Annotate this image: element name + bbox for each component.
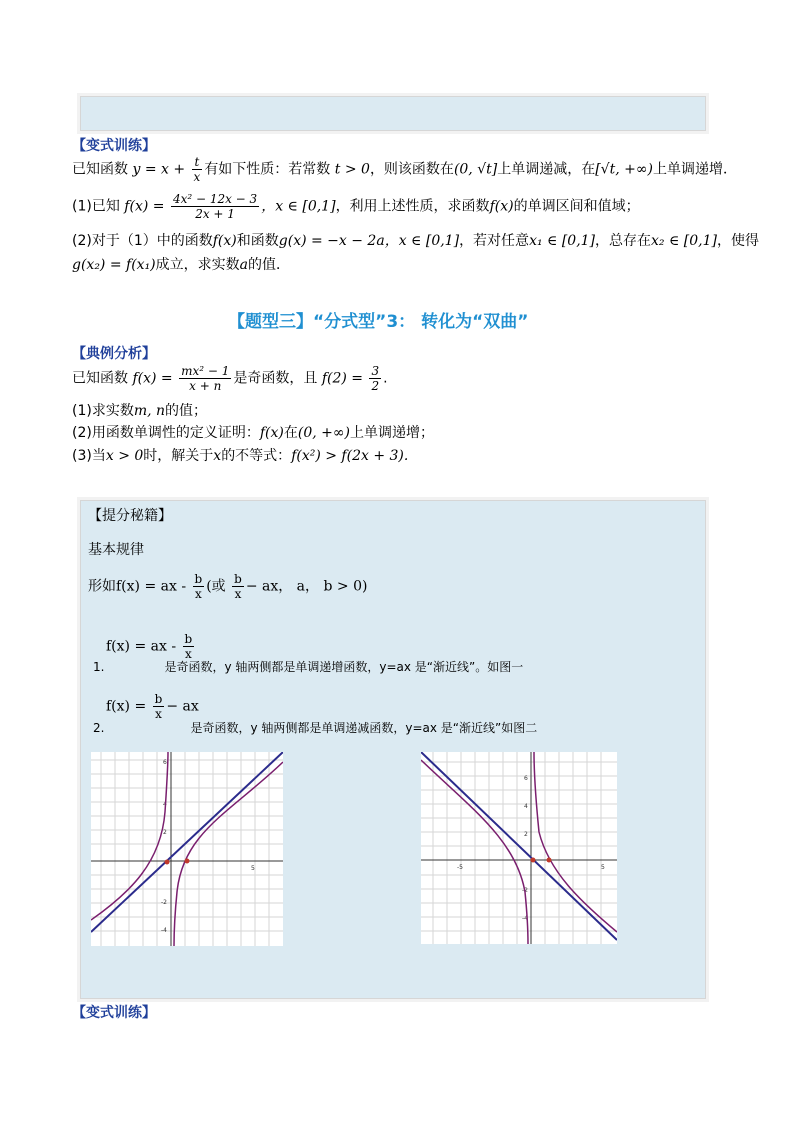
svg-text:4: 4 [524,803,528,810]
svg-text:-5: -5 [457,864,463,871]
svg-text:4: 4 [163,801,167,808]
tips-item-2-text: 2. 是奇函数，y 轴两侧都是单调递减函数，y=ax 是“渐近线”如图二 [93,721,538,735]
svg-text:6: 6 [524,775,528,782]
intersection-point-2 [185,859,190,864]
svg-text:2: 2 [163,829,167,836]
tips-item-1-formula: f(x) = ax - $\frac{b}{x}$ [106,632,193,661]
svg-text:5: 5 [601,864,605,871]
graph-two [421,752,617,944]
svg-text:-4: -4 [522,915,528,922]
question-1: (1)求实数m, n的值； [72,403,208,419]
svg-text:2: 2 [524,831,528,838]
tips-title: 基本规律 [88,542,144,558]
fraction-mx2: $\frac{\text{mx² − 1}}{x + n}$ [181,364,230,393]
hyperbola-right-branch [174,762,283,946]
svg-text:-4: -4 [161,927,167,934]
example-line-1: 已知函数 f(x) = $\frac{\text{mx² − 1}}{x + n}$ 是奇函数，且 f(2) = $\frac{3}{2}$ . [72,364,388,393]
svg-text:6: 6 [163,759,167,766]
fraction-three-halves: $\frac{3}{2}$ [371,364,380,393]
intersection-point-1 [531,858,536,863]
top-shaded-box [80,96,706,131]
svg-text:-2: -2 [161,899,167,906]
section-tag-variant-training-2: 【变式训练】 [72,1005,156,1021]
variant-line-2: (1)已知 f(x) = $\frac{\text{4x² − 12x − 3}}{2x + 1}$ ，x ∈ [0,1]，利用上述性质，求函数f(x)的单调区间和值域； [72,192,640,221]
section-tag-variant-training: 【变式训练】 [72,138,156,154]
tips-item-2-formula: f(x) = $\frac{b}{x}$ − ax [106,692,199,721]
section-tag-example-analysis: 【典例分析】 [72,346,156,362]
tips-item-1-text: 1. 是奇函数，y 轴两侧都是单调递增函数，y=ax 是“渐近线”。如图一 [93,660,524,674]
section-heading: 【题型三】“分式型”3： 转化为“双曲” [228,312,529,332]
tips-form-line: 形如f(x) = ax - $\frac{b}{x}$ (或 $\frac{b}{x}$ − ax， a， b > 0) [88,572,368,601]
asymptote-line [91,752,283,932]
svg-text:-2: -2 [522,887,528,894]
intersection-point-1 [165,860,170,865]
grid [91,752,283,946]
fraction-fx: $\frac{\text{4x² − 12x − 3}}{2x + 1}$ [172,192,258,221]
variant-line-4: g(x₂) = f(x₁)成立，求实数a的值． [72,257,290,273]
question-2: (2)用函数单调性的定义证明：f(x)在(0, +∞)上单调递增； [72,425,434,441]
tips-tag: 【提分秘籍】 [88,508,172,524]
svg-text:5: 5 [251,865,255,872]
hyperbola-right-branch [534,752,617,932]
variant-line-3: (2)对于（1）中的函数f(x)和函数g(x) = −x − 2a，x ∈ [0,1]，若对任意x₁ ∈ [0,1]，总存在x₂ ∈ [0,1]，使得 [72,233,759,249]
intersection-point-2 [547,858,552,863]
variant-line-1: 已知函数 y = x + $\frac{t}{x}$ 有如下性质：若常数 t > 0，则该函数在(0, √t]上单调递减，在[√t, +∞)上单调递增． [72,155,737,184]
fraction-t-over-x: $\frac{t}{x}$ [193,155,201,184]
question-3: (3)当x > 0时，解关于x的不等式：f(x²) > f(2x + 3). [72,448,409,464]
graph-one [91,752,283,946]
